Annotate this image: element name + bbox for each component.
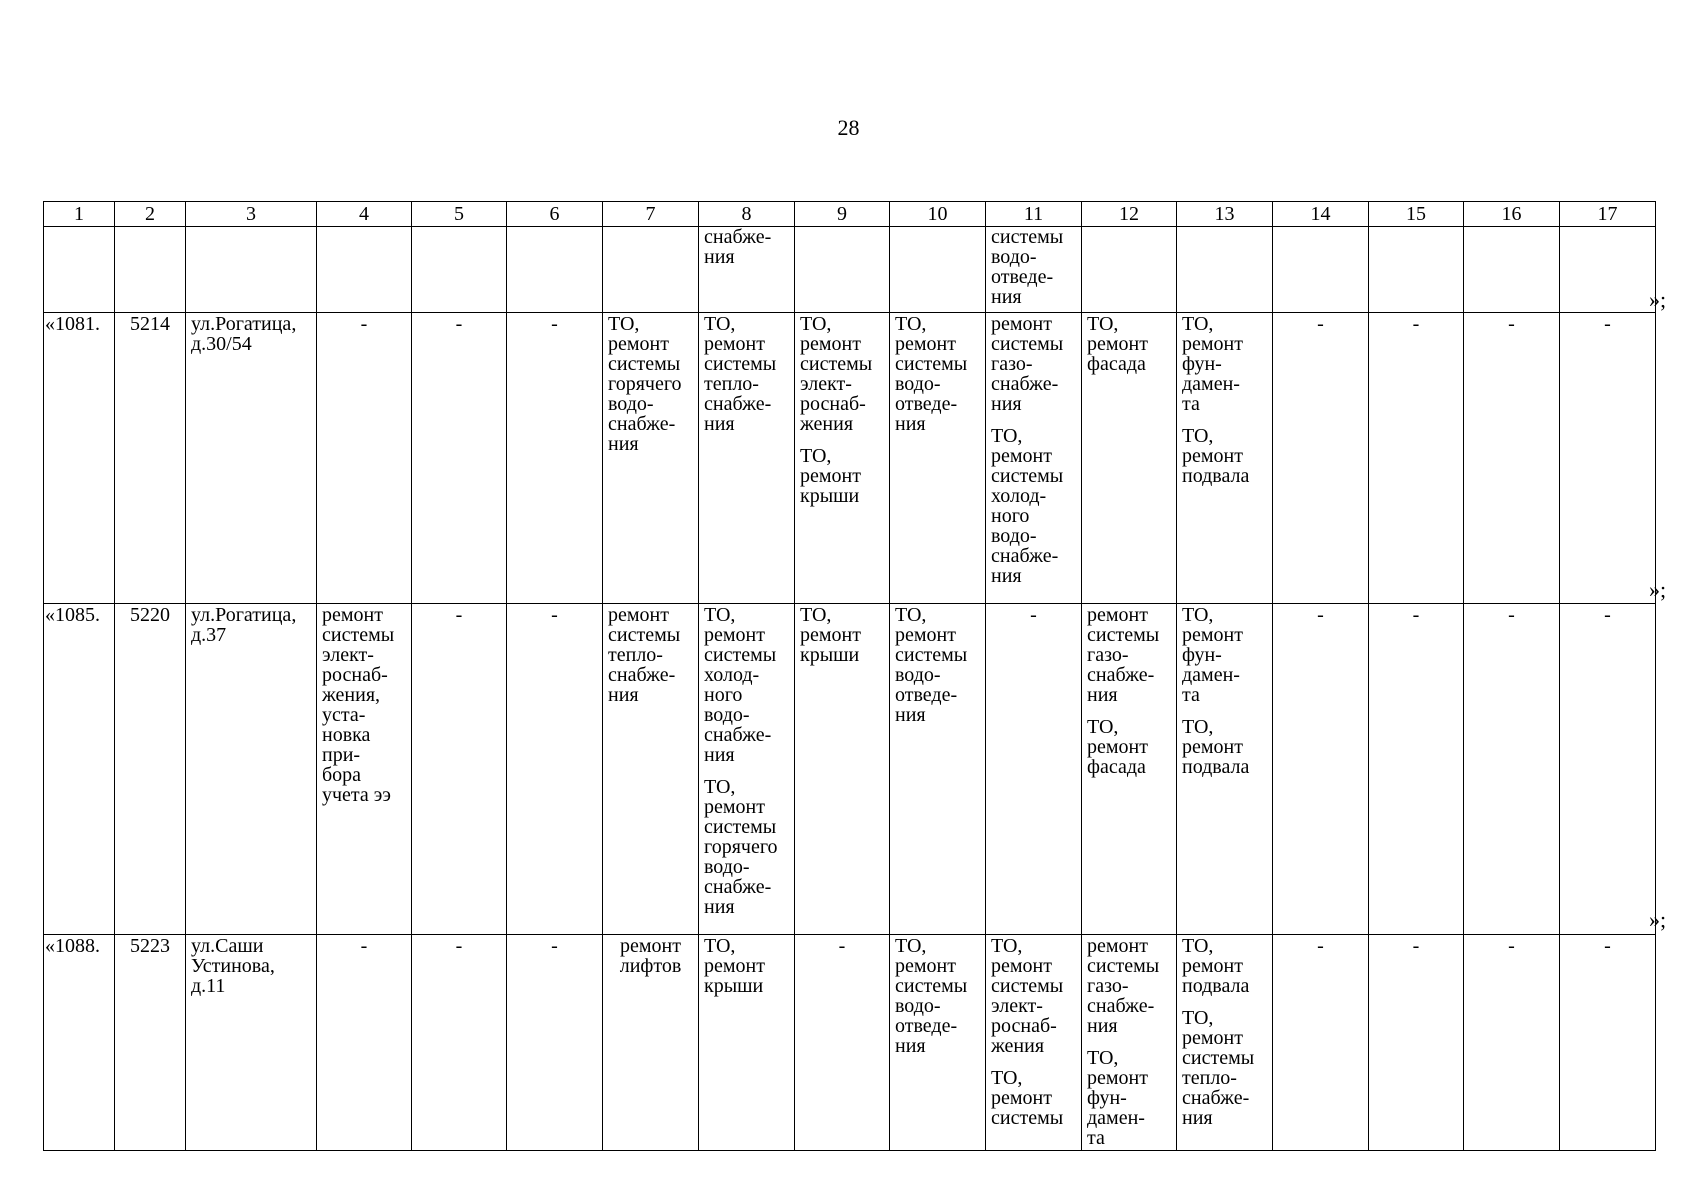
table-cell — [890, 604, 986, 935]
cell-text: - — [1412, 935, 1420, 957]
cell-text: - — [551, 935, 558, 957]
cell-text: ремонт системы газо- снабже- ния ТО, ремонт фун- дамен- та — [1087, 935, 1160, 1149]
cell-text: - — [455, 935, 463, 957]
table-cell — [1177, 227, 1273, 313]
table-cell — [890, 227, 986, 313]
cell-text: «1088. — [45, 935, 100, 957]
column-header: 5 — [412, 202, 507, 227]
table-cell — [412, 313, 507, 604]
column-header: 6 — [507, 202, 603, 227]
table-row — [44, 604, 1656, 935]
cell-text: ул.Саши Устинова, д.11 — [191, 935, 275, 997]
cell-text: 5223 — [130, 935, 170, 957]
table-cell — [1177, 604, 1273, 935]
cell-text: - — [1508, 604, 1515, 626]
table-cell — [699, 935, 795, 1151]
column-header: 14 — [1273, 202, 1369, 227]
cell-text: ремонт системы элект- роснаб- жения, уста- новка при- бора учета ээ — [322, 604, 395, 806]
column-header: 2 — [115, 202, 186, 227]
cell-text: ТО, ремонт фасада — [1087, 313, 1148, 375]
table-cell — [603, 313, 699, 604]
table-cell — [186, 935, 317, 1151]
table-cell — [186, 604, 317, 935]
cell-text — [115, 227, 185, 239]
table-cell — [603, 935, 699, 1151]
cell-text: - — [455, 604, 463, 626]
cell-text: ТО, ремонт фун- дамен- та ТО, ремонт подвала — [1182, 604, 1250, 778]
cell-text: - — [1030, 604, 1037, 626]
cell-text — [1374, 227, 1463, 239]
table-cell — [1273, 935, 1369, 1151]
column-header: 17 — [1560, 202, 1656, 227]
table-cell — [186, 227, 317, 313]
table-cell — [507, 935, 603, 1151]
table-cell — [1560, 227, 1656, 313]
table-cell — [507, 313, 603, 604]
table-cell — [1560, 604, 1656, 935]
column-header: 1 — [44, 202, 115, 227]
cell-text: ТО, ремонт системы тепло- снабже- ния — [704, 313, 777, 435]
cell-text: - — [1317, 604, 1324, 626]
cell-text: «1085. — [45, 604, 100, 626]
cell-text — [1182, 227, 1272, 239]
cell-text: ТО, ремонт системы холод- ного водо- снабже- ния ТО, ремонт системы горячего водо- снабже- ния — [704, 604, 778, 918]
table-cell — [603, 227, 699, 313]
table-cell — [986, 227, 1082, 313]
table-cell — [44, 313, 115, 604]
cell-text — [800, 227, 889, 239]
cell-text: ТО, ремонт крыши — [800, 604, 861, 666]
cell-text: ТО, ремонт системы горячего водо- снабже- ния — [608, 313, 682, 455]
cell-text: - — [838, 935, 846, 957]
page-number: 28 — [837, 115, 860, 140]
cell-text: - — [1508, 313, 1515, 335]
column-header: 7 — [603, 202, 699, 227]
table-cell — [115, 227, 186, 313]
table-cell — [795, 935, 890, 1151]
table-cell — [317, 313, 412, 604]
cell-text: - — [1604, 604, 1611, 626]
table-cell — [1369, 227, 1464, 313]
cell-text: ул.Рогатица, д.37 — [191, 604, 297, 646]
column-header: 3 — [186, 202, 317, 227]
row-end-mark: »; — [1649, 577, 1667, 602]
cell-text: - — [360, 313, 368, 335]
cell-text: ремонт лифтов — [619, 935, 682, 977]
cell-text — [608, 227, 698, 239]
table-cell — [1082, 604, 1177, 935]
cell-text: - — [1412, 313, 1420, 335]
cell-text — [512, 227, 602, 239]
cell-text — [191, 227, 316, 239]
cell-text: ТО, ремонт подвала ТО, ремонт системы тепло- снабже- ния — [1182, 935, 1255, 1129]
cell-text: ТО, ремонт крыши — [704, 935, 765, 997]
table-cell — [1177, 313, 1273, 604]
table-cell — [186, 313, 317, 604]
table-cell — [1560, 935, 1656, 1151]
cell-text: ремонт системы газо- снабже- ния ТО, ремонт фасада — [1087, 604, 1160, 778]
table-cell — [890, 313, 986, 604]
cell-text: 5214 — [130, 313, 170, 335]
table-row — [44, 313, 1656, 604]
table-cell — [1273, 604, 1369, 935]
cell-text: ремонт системы тепло- снабже- ния — [608, 604, 681, 706]
cell-text: - — [1412, 604, 1420, 626]
table-cell — [412, 935, 507, 1151]
table-cell — [115, 313, 186, 604]
column-header: 9 — [795, 202, 890, 227]
cell-text: - — [1508, 935, 1515, 957]
table-cell — [1082, 313, 1177, 604]
table-cell — [317, 935, 412, 1151]
table-cell — [1177, 935, 1273, 1151]
row-end-mark: »; — [1649, 287, 1667, 312]
column-header: 12 — [1082, 202, 1177, 227]
table-cell — [795, 227, 890, 313]
cell-text — [417, 227, 506, 239]
table-row — [44, 935, 1656, 1151]
cell-text: ТО, ремонт фун- дамен- та ТО, ремонт подвала — [1182, 313, 1250, 487]
table-cell — [317, 227, 412, 313]
table-cell — [699, 313, 795, 604]
cell-text — [1278, 227, 1368, 239]
cell-text — [45, 227, 114, 239]
cell-text: - — [1604, 935, 1611, 957]
cell-text: - — [551, 313, 558, 335]
table-cell — [115, 604, 186, 935]
cell-text: ул.Рогатица, д.30/54 — [191, 313, 297, 355]
table-header-row — [44, 202, 1656, 227]
table-cell — [412, 227, 507, 313]
table-cell — [1464, 227, 1560, 313]
table-cell — [44, 935, 115, 1151]
table-cell — [699, 227, 795, 313]
cell-text: снабже- ния — [704, 226, 772, 268]
cell-text: - — [455, 313, 463, 335]
table-cell — [986, 604, 1082, 935]
cell-text: системы водо- отведе- ния — [991, 226, 1064, 308]
cell-text: ТО, ремонт системы элект- роснаб- жения ТО, ремонт системы — [991, 935, 1064, 1129]
cell-text: ремонт системы газо- снабже- ния ТО, ремонт системы холод- ного водо- снабже- ния — [991, 313, 1064, 587]
table-cell — [1464, 935, 1560, 1151]
table-cell — [795, 313, 890, 604]
cell-text: ТО, ремонт системы водо- отведе- ния — [895, 313, 968, 435]
table-cell — [603, 604, 699, 935]
table-cell — [1369, 604, 1464, 935]
table-cell — [699, 604, 795, 935]
table-cell — [1369, 935, 1464, 1151]
table-cell — [1464, 313, 1560, 604]
column-header: 13 — [1177, 202, 1273, 227]
column-header: 15 — [1369, 202, 1464, 227]
cell-text — [322, 227, 411, 239]
table-cell — [1273, 313, 1369, 604]
column-header: 8 — [699, 202, 795, 227]
column-header: 10 — [890, 202, 986, 227]
cell-text: 5220 — [130, 604, 170, 626]
table-cell — [44, 604, 115, 935]
cell-text: - — [1317, 935, 1324, 957]
table-cell — [986, 313, 1082, 604]
column-header: 4 — [317, 202, 412, 227]
cell-text: ТО, ремонт системы элект- роснаб- жения ТО, ремонт крыши — [800, 313, 873, 507]
table-cell — [412, 604, 507, 935]
cell-text — [1087, 227, 1176, 239]
table-cell — [44, 227, 115, 313]
cell-text: ТО, ремонт системы водо- отведе- ния — [895, 604, 968, 726]
table-cell — [507, 227, 603, 313]
table-cell — [1560, 313, 1656, 604]
table-cell — [1082, 227, 1177, 313]
cell-text: - — [360, 935, 368, 957]
table-cell — [507, 604, 603, 935]
cell-text: «1081. — [45, 313, 100, 335]
cell-text: ТО, ремонт системы водо- отведе- ния — [895, 935, 968, 1057]
table-cell — [795, 604, 890, 935]
table-row — [44, 227, 1656, 313]
table-cell — [1464, 604, 1560, 935]
cell-text: - — [551, 604, 558, 626]
row-end-mark: »; — [1649, 907, 1667, 932]
column-header: 16 — [1464, 202, 1560, 227]
cell-text: - — [1317, 313, 1324, 335]
table-cell — [986, 935, 1082, 1151]
cell-text: - — [1604, 313, 1611, 335]
table-cell — [1273, 227, 1369, 313]
table-cell — [1369, 313, 1464, 604]
table-cell — [317, 604, 412, 935]
cell-text — [895, 227, 985, 239]
table-cell — [115, 935, 186, 1151]
table-cell — [1082, 935, 1177, 1151]
column-header: 11 — [986, 202, 1082, 227]
cell-text — [1469, 227, 1559, 239]
table-cell — [890, 935, 986, 1151]
data-table — [43, 201, 1656, 1151]
cell-text — [1565, 227, 1655, 239]
